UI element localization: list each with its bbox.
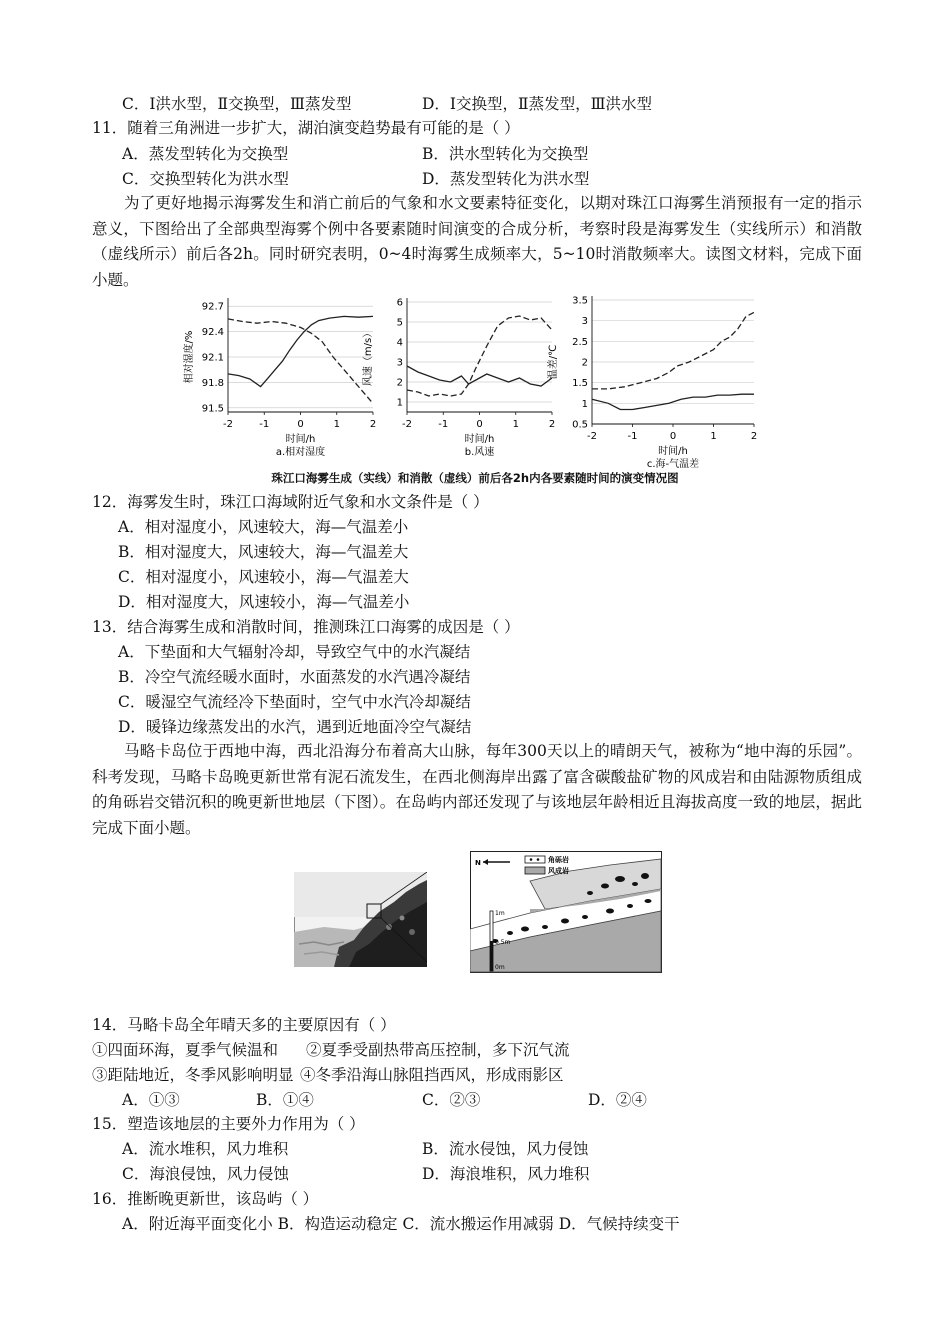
y-tick-label: 3.5: [572, 295, 588, 307]
mallorca-intro-paragraph: 马略卡岛位于西地中海，西北沿海分布着高大山脉，每年300天以上的晴朗天气，被称为“地中海的乐园”。科考发现，马略卡岛晚更新世常有泥石流发生，在西北侧海岸出露了富含碳酸盐矿物的风成岩和由陆源物质组成的角砾岩交错沉积的晚更新世地层（下图）。在岛屿内部还发现了与该地层年龄相近且海拔高度一致的地层，据此完成下面小题。: [92, 742, 862, 837]
x-tick-label: 0: [297, 419, 304, 430]
chart-sea-air-temperature-difference: [548, 295, 767, 470]
x-tick-label: 1: [333, 419, 340, 430]
chart-title: b.风速: [464, 447, 495, 458]
q12-option-c: C．相对湿度小，风速较小，海—气温差大: [118, 568, 409, 586]
x-tick-label: 2: [548, 419, 556, 430]
q14-stem: 14．马略卡岛全年晴天多的主要原因有（ ）: [92, 1016, 396, 1034]
x-tick-label: 1: [512, 419, 519, 430]
y-axis-label: 风速（m/s）: [363, 327, 374, 387]
x-tick-label: 2: [369, 419, 377, 430]
y-axis-label: 温差/℃: [548, 344, 559, 380]
scale-0m: 0m: [495, 964, 505, 971]
series-line-formation: [407, 366, 552, 386]
q14-option-d: D．②④: [588, 1091, 647, 1109]
q12-option-d: D．相对湿度大，风速较小，海—气温差小: [118, 593, 410, 611]
north-label: N: [475, 859, 481, 867]
coast-photo: [294, 872, 427, 967]
series-line-formation: [592, 394, 754, 409]
strata-diagram-graphic: [470, 851, 662, 973]
q16-options: A．附近海平面变化小 B．构造运动稳定 C．流水搬运作用减弱 D．气候持续变干: [122, 1215, 680, 1233]
y-tick-label: 2: [396, 377, 403, 389]
legend-eolianite: 风成岩: [548, 867, 569, 875]
fog-intro-paragraph: 为了更好地揭示海雾发生和消亡前后的气象和水文要素特征变化，以期对珠江口海雾生消预报有一定的指示意义，下图给出了全部典型海雾个例中各要素随时间演变的合成分析，考察时段是海雾发生（实线所示）和消散（虚线所示）前后各2h。同时研究表明，0~4时海雾生成频率大，5~10时消散频率大。读图文材料，完成下面小题。: [92, 194, 862, 289]
q14-statement-1: ①四面环海，夏季气候温和: [92, 1041, 279, 1059]
y-tick-label: 92.7: [201, 301, 224, 313]
y-tick-label: 91.5: [201, 403, 224, 415]
scale-05m: 0.5m: [495, 939, 511, 946]
q16-stem: 16．推断晚更新世，该岛屿（ ）: [92, 1190, 319, 1208]
y-tick-label: 1.5: [572, 378, 588, 390]
y-tick-label: 5: [396, 317, 403, 329]
chart-wind-speed: [363, 296, 567, 468]
q15-option-d: D．海浪堆积，风力堆积: [422, 1165, 590, 1183]
coast-photo-graphic: [294, 872, 427, 967]
series-line-dissipation: [592, 312, 754, 389]
q15-option-b: B．流水侵蚀，风力侵蚀: [422, 1140, 589, 1158]
x-axis-label: 时间/h: [658, 446, 688, 457]
scale-1m: 1m: [495, 910, 505, 917]
y-tick-label: 0.5: [572, 419, 588, 431]
y-tick-label: 4: [396, 337, 403, 349]
q15-option-c: C．海浪侵蚀，风力侵蚀: [122, 1165, 289, 1183]
legend-breccia: 角砾岩: [548, 856, 569, 864]
q14-option-b: B．①④: [256, 1091, 314, 1109]
q12-option-a: A．相对湿度小，风速较大，海—气温差小: [118, 518, 409, 536]
chart-svg: [548, 295, 767, 470]
q14-statement-3: ③距陆地近，冬季风影响明显: [92, 1066, 294, 1084]
q14-statement-4: ④冬季沿海山脉阻挡西风，形成雨影区: [300, 1066, 564, 1084]
q12-option-b: B．相对湿度大，风速较大，海—气温差大: [118, 543, 409, 561]
chart-svg: [178, 296, 388, 468]
x-tick-label: -1: [438, 419, 449, 430]
y-tick-label: 2.5: [572, 336, 588, 348]
chart-svg: [363, 296, 567, 468]
x-tick-label: 0: [476, 419, 483, 430]
y-tick-label: 1: [581, 398, 588, 410]
q13-option-d: D．暖锋边缘蒸发出的水汽，遇到近地面冷空气凝结: [118, 718, 472, 736]
y-axis-label: 相对湿度/%: [184, 330, 195, 384]
q13-option-c: C．暖湿空气流经冷下垫面时，空气中水汽冷却凝结: [118, 693, 471, 711]
q13-option-b: B．冷空气流经暖水面时，水面蒸发的水汽遇冷凝结: [118, 668, 471, 686]
y-tick-label: 92.4: [201, 327, 224, 339]
q15-option-a: A．流水堆积，风力堆积: [122, 1140, 289, 1158]
x-tick-label: 1: [710, 431, 717, 442]
x-tick-label: 0: [669, 431, 677, 442]
y-tick-label: 91.8: [201, 377, 224, 389]
q14-statement-2: ②夏季受副热带高压控制，多下沉气流: [306, 1041, 570, 1059]
chart-relative-humidity: [178, 296, 388, 468]
chart-title: a.相对湿度: [275, 447, 326, 458]
y-tick-label: 1: [396, 397, 403, 409]
q11-option-b: B．洪水型转化为交换型: [422, 145, 589, 163]
x-tick-label: -1: [627, 431, 638, 442]
q11-option-a: A．蒸发型转化为交换型: [122, 145, 289, 163]
y-tick-label: 3: [581, 316, 588, 328]
q11-stem: 11．随着三角洲进一步扩大，湖泊演变趋势最有可能的是（ ）: [92, 119, 520, 137]
q13-stem: 13．结合海雾生成和消散时间，推测珠江口海雾的成因是（ ）: [92, 618, 520, 636]
x-tick-label: -2: [402, 419, 412, 430]
q10-option-d: D．Ⅰ交换型，Ⅱ蒸发型，Ⅲ洪水型: [422, 95, 653, 113]
y-tick-label: 3: [396, 357, 403, 369]
x-axis-label: 时间/h: [464, 434, 495, 445]
x-tick-label: -2: [587, 431, 597, 442]
strata-diagram: [470, 851, 662, 973]
q15-stem: 15．塑造该地层的主要外力作用为（ ）: [92, 1115, 365, 1133]
chart-title: c.海-气温差: [646, 459, 700, 470]
x-tick-label: 2: [750, 431, 758, 442]
q11-option-c: C．交换型转化为洪水型: [122, 170, 289, 188]
q14-option-a: A．①③: [122, 1091, 180, 1109]
y-tick-label: 6: [396, 297, 403, 309]
x-tick-label: -1: [259, 419, 270, 430]
x-tick-label: -2: [223, 419, 233, 430]
q13-option-a: A．下垫面和大气辐射冷却，导致空气中的水汽凝结: [118, 643, 471, 661]
y-tick-label: 92.1: [201, 352, 224, 364]
chart-caption: 珠江口海雾生成（实线）和消散（虚线）前后各2h内各要素随时间的演变情况图: [271, 471, 679, 485]
q10-option-c: C．Ⅰ洪水型，Ⅱ交换型，Ⅲ蒸发型: [122, 95, 352, 113]
q11-option-d: D．蒸发型转化为洪水型: [422, 170, 590, 188]
q14-option-c: C．②③: [422, 1091, 481, 1109]
x-axis-label: 时间/h: [285, 434, 316, 445]
q12-stem: 12．海雾发生时，珠江口海域附近气象和水文条件是（ ）: [92, 493, 489, 511]
y-tick-label: 2: [581, 357, 588, 369]
